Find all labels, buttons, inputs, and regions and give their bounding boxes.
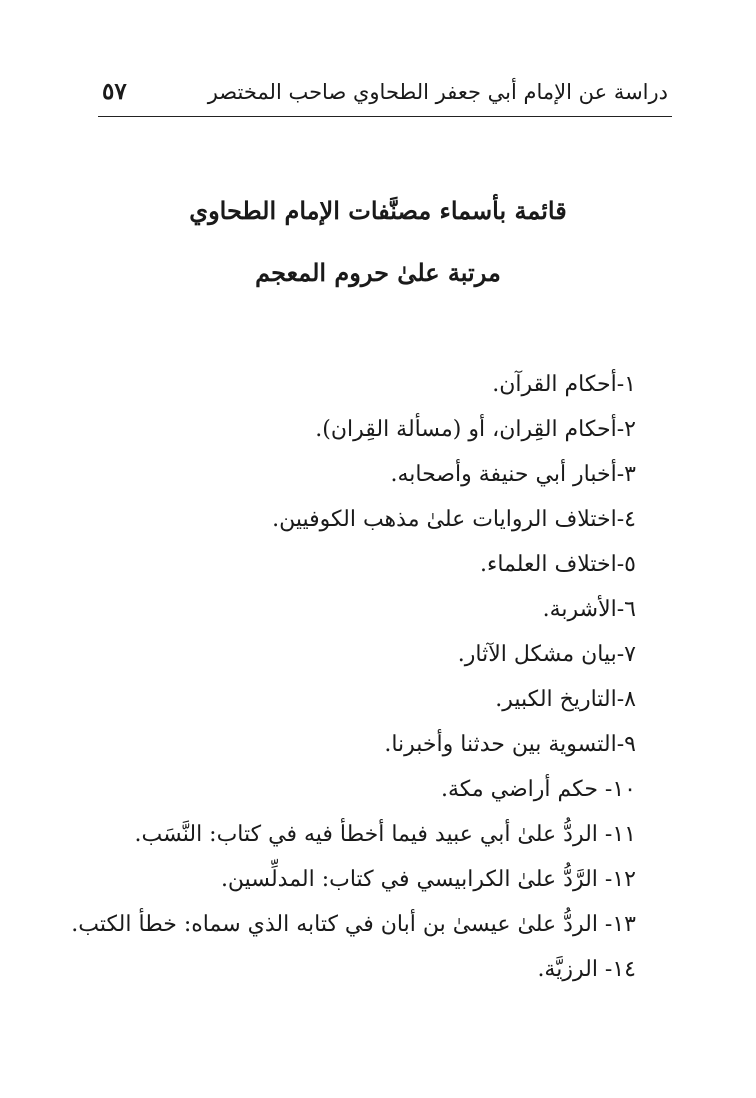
- list-item: ٩-التسوية بين حدثنا وأخبرنا.: [384, 732, 636, 757]
- page-number: ٥٧: [102, 78, 127, 105]
- list-item: ١-أحكام القرآن.: [492, 372, 636, 397]
- list-item: ١٠- حكم أراضي مكة.: [440, 777, 636, 802]
- list-item: ١٤- الرزيَّة.: [537, 957, 636, 982]
- list-item: ٨-التاريخ الكبير.: [495, 687, 636, 712]
- works-list: [71, 362, 636, 992]
- list-item: ١٣- الردُّ علىٰ عيسىٰ بن أبان في كتابه الذي سماه: خطأ الكتب.: [71, 912, 636, 937]
- list-item: ٥-اختلاف العلماء.: [479, 552, 636, 577]
- list-item: ٦-الأشربة.: [542, 597, 636, 622]
- running-header-title: دراسة عن الإمام أبي جعفر الطحاوي صاحب المختصر: [207, 80, 668, 104]
- running-header: [98, 78, 672, 116]
- list-item: ٤-اختلاف الروايات علىٰ مذهب الكوفيين.: [272, 507, 636, 532]
- list-item: ٣-أخبار أبي حنيفة وأصحابه.: [390, 462, 636, 487]
- list-item: ٧-بيان مشكل الآثار.: [457, 642, 636, 667]
- list-item: ١٢- الرَّدُّ علىٰ الكرابيسي في كتاب: المدلِّسين.: [220, 867, 636, 892]
- list-item: ٢-أحكام القِران، أو (مسألة القِران).: [315, 417, 636, 442]
- section-title: قائمة بأسماء مصنَّفات الإمام الطحاوي: [189, 196, 567, 225]
- header-divider: [98, 116, 672, 117]
- list-item: ١١- الردُّ علىٰ أبي عبيد فيما أخطأ فيه في كتاب: النَّسَب.: [134, 822, 636, 847]
- section-subtitle: مرتبة علىٰ حروم المعجم: [255, 258, 501, 287]
